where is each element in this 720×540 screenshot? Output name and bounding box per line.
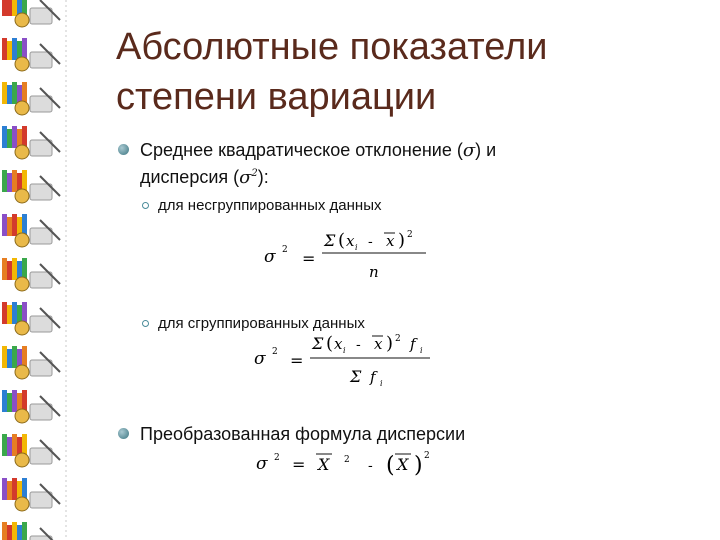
svg-text:2: 2 <box>274 453 280 463</box>
book-stack-icon <box>2 82 60 115</box>
svg-text:f: f <box>410 335 416 353</box>
svg-text:Σ: Σ <box>324 231 336 250</box>
bullet-dot-icon <box>118 428 129 439</box>
sigma-symbol: σ <box>462 140 476 161</box>
book-stack-icon <box>2 302 60 335</box>
svg-text:f: f <box>370 368 376 386</box>
svg-text:Σ: Σ <box>312 334 324 353</box>
svg-text:): ) <box>414 453 423 478</box>
svg-text:-: - <box>368 458 373 474</box>
book-stack-icon <box>2 258 60 291</box>
bullet-text-part1: Среднее квадратическое отклонение ( <box>140 140 463 160</box>
sub-bullet-ring-icon <box>142 202 149 209</box>
books-and-globe-icon <box>0 0 80 540</box>
svg-text:i: i <box>420 346 423 355</box>
svg-text:x: x <box>374 335 383 353</box>
svg-text:2: 2 <box>282 245 288 255</box>
svg-text:σ: σ <box>264 247 276 267</box>
svg-text:X: X <box>318 455 330 474</box>
book-stack-icon <box>2 478 60 511</box>
svg-text:=: = <box>292 455 306 474</box>
svg-text:Σ: Σ <box>350 367 362 386</box>
sigma-squared-symbol: $\sigma^2$ <box>239 167 258 188</box>
sub-bullet-text: для несгруппированных данных <box>158 197 382 214</box>
formula-variance-grouped <box>252 332 442 394</box>
svg-text:2: 2 <box>407 230 413 240</box>
svg-text:): ) <box>386 333 394 354</box>
decorative-side-strip <box>0 0 80 540</box>
bullet-dot-icon <box>118 144 129 155</box>
book-stack-icon <box>2 390 60 423</box>
svg-text:=: = <box>302 249 316 268</box>
svg-text:): ) <box>398 230 406 251</box>
svg-text:x: x <box>386 232 395 250</box>
book-stack-icon <box>2 214 60 247</box>
svg-text:2: 2 <box>272 347 278 357</box>
title-line-2: степени вариации <box>116 76 437 118</box>
svg-text:n: n <box>369 263 379 281</box>
sub-bullet-ring-icon <box>142 320 149 327</box>
book-stack-icon <box>2 434 60 467</box>
svg-text:X: X <box>397 455 409 474</box>
sub-bullet-text: для сгруппированных данных <box>158 315 365 332</box>
svg-text:2: 2 <box>344 455 350 465</box>
svg-text:σ: σ <box>254 349 266 369</box>
svg-text:i: i <box>355 243 358 252</box>
svg-text:2: 2 <box>424 451 430 461</box>
formula-variance-transformed <box>254 446 454 478</box>
book-stack-icon <box>2 346 60 379</box>
svg-text:-: - <box>368 234 373 250</box>
svg-text:=: = <box>290 351 304 370</box>
book-stack-icon <box>2 0 60 27</box>
book-stack-icon <box>2 170 60 203</box>
bullet-text: Преобразованная формула дисперсии <box>140 424 466 444</box>
book-stack-icon <box>2 522 60 540</box>
svg-text:x: x <box>334 335 343 353</box>
svg-text:σ: σ <box>256 454 268 474</box>
title-line-1: Абсолютные показатели <box>116 26 548 68</box>
svg-text:(: ( <box>386 453 395 478</box>
bullet-text-line2a: дисперсия ( <box>140 167 240 187</box>
bullet-text-line2b: ): <box>257 167 269 187</box>
svg-text:2: 2 <box>395 334 401 344</box>
svg-text:-: - <box>356 337 361 353</box>
bullet-text-part2: ) и <box>475 140 497 160</box>
svg-text:i: i <box>343 346 346 355</box>
formula-variance-ungrouped <box>262 222 442 286</box>
page-title <box>116 22 696 122</box>
svg-text:x: x <box>346 232 355 250</box>
svg-text:(: ( <box>338 230 346 251</box>
book-stack-icon <box>2 38 60 71</box>
svg-text:i: i <box>380 379 383 388</box>
svg-text:(: ( <box>326 333 334 354</box>
book-stack-icon <box>2 126 60 159</box>
